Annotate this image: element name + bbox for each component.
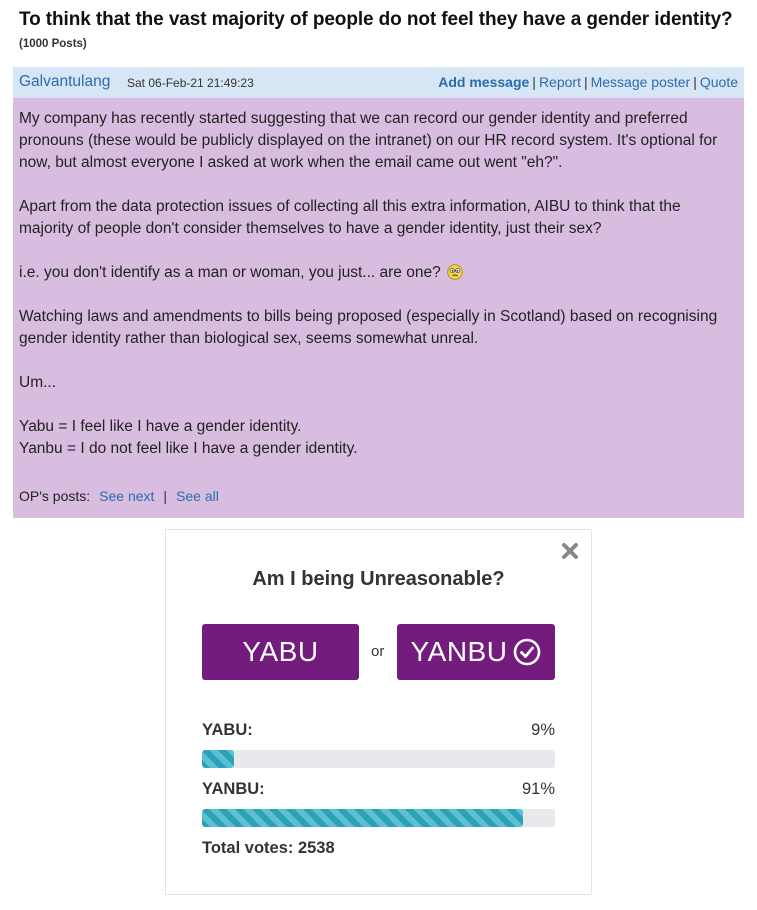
yanbu-vote-button[interactable] bbox=[397, 624, 555, 680]
yabu-result-label: YABU: bbox=[202, 721, 253, 739]
post-date: Sat 06-Feb-21 21:49:23 bbox=[127, 76, 254, 90]
post-paragraph-text: i.e. you don't identify as a man or woman, you just... are one? bbox=[19, 264, 441, 281]
confused-face-icon bbox=[447, 264, 463, 280]
post-body bbox=[13, 98, 744, 518]
thread-title: To think that the vast majority of people do not feel they have a gender identity? bbox=[19, 9, 733, 30]
see-all-link[interactable]: See all bbox=[176, 488, 219, 504]
yanbu-result-percent: 91% bbox=[521, 780, 555, 798]
quote-link[interactable]: Quote bbox=[699, 74, 738, 90]
see-next-link[interactable]: See next bbox=[99, 488, 155, 504]
poll-card bbox=[165, 529, 592, 895]
report-link[interactable]: Report bbox=[538, 74, 581, 90]
post-paragraph: Yabu = I feel like I have a gender identity. bbox=[19, 418, 302, 435]
post-paragraph: Watching laws and amendments to bills being proposed (especially in Scotland) based on recognising gender identity rather than biological sex, seems somewhat unreal. bbox=[19, 308, 718, 347]
post-header bbox=[13, 67, 744, 98]
op-posts-label: OP's posts: bbox=[19, 488, 91, 504]
post-actions bbox=[438, 74, 738, 90]
separator: | bbox=[532, 74, 536, 90]
close-icon[interactable] bbox=[561, 542, 579, 560]
yabu-button-label: YABU bbox=[242, 636, 319, 667]
or-label: or bbox=[371, 643, 385, 660]
post-count: (1000 Posts) bbox=[19, 38, 87, 50]
post-paragraph: Apart from the data protection issues of collecting all this extra information, AIBU to think that the majority of people don't consider themselves to have a gender identity, just their sex? bbox=[19, 198, 681, 237]
total-votes: Total votes: 2538 bbox=[202, 839, 335, 857]
yanbu-result-fill bbox=[202, 809, 523, 827]
separator: | bbox=[583, 74, 588, 90]
post-paragraph: Yanbu = I do not feel like I have a gender identity. bbox=[19, 440, 358, 457]
yabu-result-percent: 9% bbox=[531, 721, 555, 739]
yabu-result-fill bbox=[202, 750, 234, 768]
yabu-result-bar bbox=[202, 750, 555, 768]
message-poster-link[interactable]: Message poster bbox=[590, 74, 691, 90]
post-paragraph: Um... bbox=[19, 374, 57, 391]
op-posts-nav bbox=[19, 488, 219, 504]
yanbu-button-label: YANBU bbox=[410, 636, 508, 667]
yabu-vote-button[interactable] bbox=[202, 624, 359, 680]
separator: | bbox=[693, 74, 697, 90]
yanbu-result-bar bbox=[202, 809, 555, 827]
yanbu-result-label: YANBU: bbox=[202, 780, 265, 798]
add-message-link[interactable]: Add message bbox=[438, 74, 530, 90]
poll-question: Am I being Unreasonable? bbox=[252, 568, 505, 590]
check-circle-icon bbox=[513, 638, 541, 666]
post-paragraph: My company has recently started suggesting that we can record our gender identity and preferred pronouns (these would be publicly displayed on the intranet) on our HR record system. It's optional for now, but almost everyone I asked at work when the email came out went "eh?". bbox=[19, 110, 718, 171]
poster-name[interactable]: Galvantulang bbox=[19, 73, 111, 90]
separator: | bbox=[163, 488, 168, 504]
post-paragraph bbox=[19, 262, 739, 284]
